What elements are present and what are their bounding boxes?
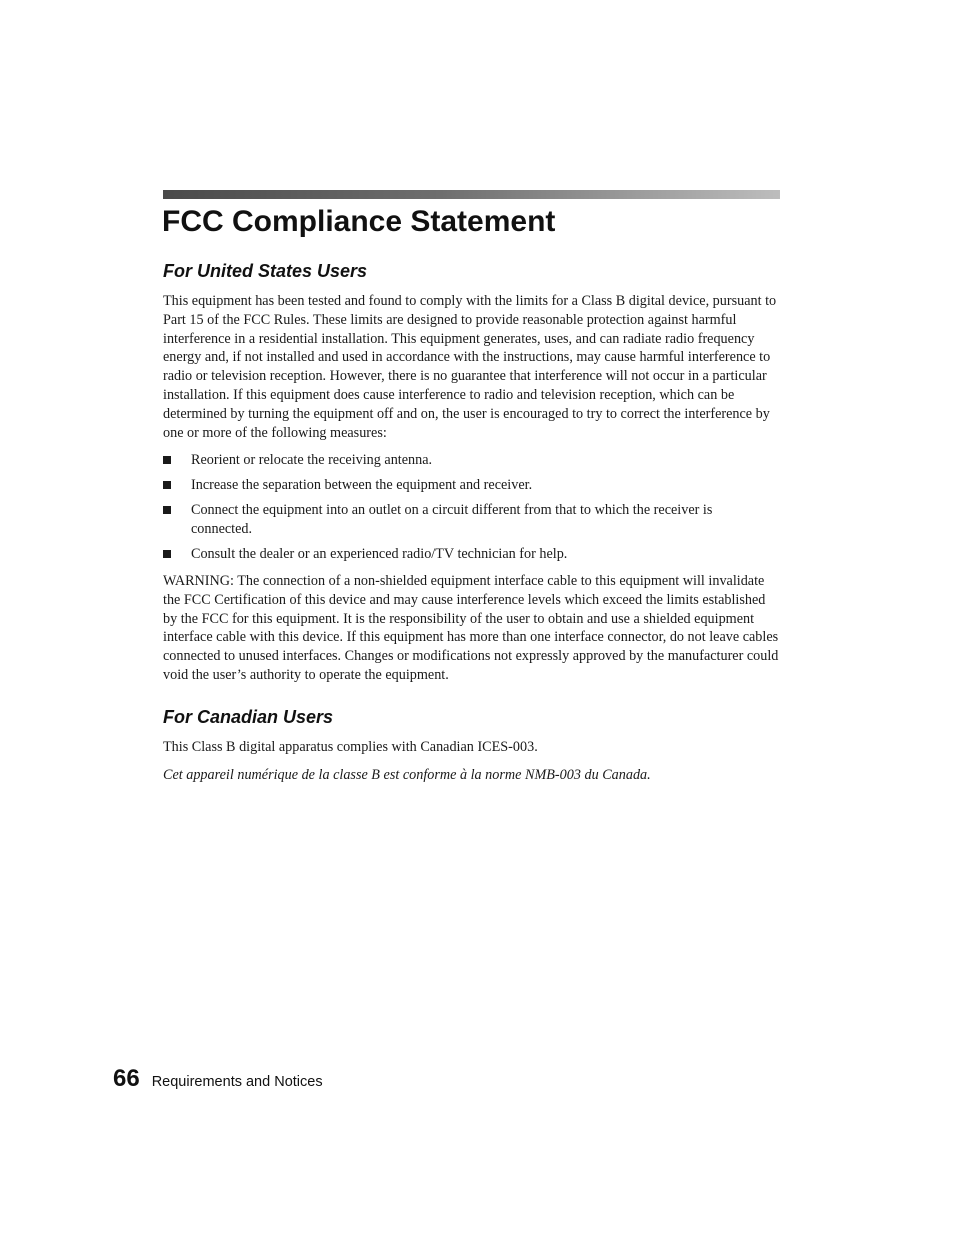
page-title: FCC Compliance Statement [162,205,556,238]
square-bullet-icon [163,456,171,464]
page-number: 66 [113,1065,140,1092]
list-item [163,545,783,564]
footer-section-label: Requirements and Notices [151,1074,323,1090]
list-item-text: Reorient or relocate the receiving antenna. [191,452,433,468]
square-bullet-icon [163,481,171,489]
canada-english-statement: This Class B digital apparatus complies with Canadian ICES-003. [163,739,538,755]
list-item-text: Increase the separation between the equipment and receiver. [191,476,533,493]
canadian-users-heading: For Canadian Users [163,707,334,727]
canada-french-statement: Cet appareil numérique de la classe B est conforme à la norme NMB-003 du Canada. [163,767,651,783]
title-rule-bar [163,190,780,199]
us-users-heading: For United States Users [163,261,368,281]
list-item-text: Connect the equipment into an outlet on a circuit different from that to which the receiver is connected. [191,501,713,537]
interference-measures-list [163,451,783,570]
list-item [163,451,783,470]
us-intro-paragraph: This equipment has been tested and found to comply with the limits for a Class B digital device, pursuant to Part 15 of the FCC Rules. These limits are designed to provide reasonable protection against harmful interference in a residential installation. This equipment generates, uses, and can radiate radio frequency energy and, if not installed and used in accordance with the instructions, may cause harmful interference to radio or television reception. However, there is no guarantee that interference will not occur in a particular installation. If this equipment does cause interference to radio and television reception, which can be determined by turning the equipment off and on, the user is encouraged to try to correct the interference by one or more of the following measures: [163,293,777,441]
warning-paragraph: WARNING: The connection of a non-shielded equipment interface cable to this equipment will invalidate the FCC Certification of this device and may cause interference levels which exceed the limits established by the FCC for this equipment. It is the responsibility of the user to obtain and use a shielded equipment interface cable with this device. If this equipment has more than one interface connector, do not leave cables connected to unused interfaces. Changes or modifications not expressly approved by the manufacturer could void the user’s authority to operate the equipment. [163,573,779,683]
list-item [163,476,783,495]
list-item [163,501,783,539]
page-footer [113,1065,323,1093]
square-bullet-icon [163,550,171,558]
square-bullet-icon [163,506,171,514]
list-item-text: Consult the dealer or an experienced radio/TV technician for help. [191,545,568,562]
